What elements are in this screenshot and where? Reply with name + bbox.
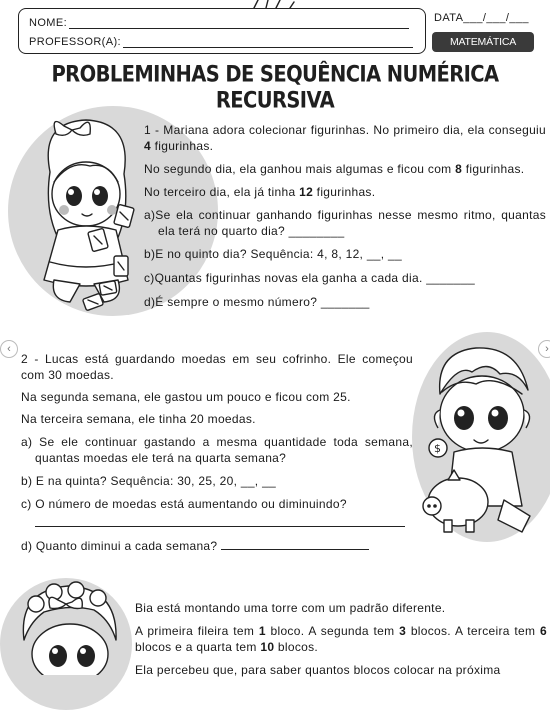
q2-week3: Na terceira semana, ele tinha 20 moedas. (21, 412, 256, 426)
q2-item-b[interactable]: b) E na quinta? Sequência: 30, 25, 20, __, __ (21, 474, 277, 488)
previous-arrow-icon[interactable]: ‹ (0, 340, 18, 358)
q1-item-b[interactable]: b)E no quinto dia? Sequência: 4, 8, 12, __, __ (144, 247, 402, 261)
q1-intro: 1 - Mariana adora colecionar figurinhas. No primeiro dia, ela conseguiu 4 figurinhas. (144, 123, 546, 153)
q1-day2: No segundo dia, ela ganhou mais algumas e ficou com 8 figurinhas. (144, 162, 525, 176)
q2-item-a[interactable]: a) Se ele continuar gastando a mesma quantidade toda semana, quantas moedas ele terá na quarta semana? (21, 435, 413, 465)
q3-continued-text: Ela percebeu que, para saber quantos blocos colocar na próxima (135, 663, 501, 677)
q3-rows: A primeira fileira tem 1 bloco. A segunda tem 3 blocos. A terceira tem 6 blocos e a quarta tem 10 blocos. (135, 624, 547, 654)
student-info-box (18, 8, 426, 54)
girl-with-curly-hair-illustration (14, 580, 124, 675)
teacher-line[interactable] (29, 36, 413, 48)
q1-item-c[interactable]: c)Quantas figurinhas novas ela ganha a cada dia. _______ (144, 271, 476, 285)
q2-item-c[interactable]: c) O número de moedas está aumentando ou diminuindo? (21, 497, 347, 511)
q2-week2: Na segunda semana, ele gastou um pouco e ficou com 25. (21, 390, 351, 404)
q2-answer-line-c[interactable] (21, 515, 413, 531)
q1-item-a[interactable]: a)Se ela continuar ganhando figurinhas nesse mesmo ritmo, quantas ela terá no quarto dia? ________ (144, 208, 546, 238)
q3-intro: Bia está montando uma torre com um padrão diferente. (135, 601, 446, 615)
q2-item-d[interactable]: d) Quanto diminui a cada semana? (21, 538, 413, 554)
question-3 (135, 600, 547, 678)
teacher-label: PROFESSOR(A): (29, 36, 121, 48)
next-arrow-icon[interactable]: › (538, 340, 550, 358)
date-field[interactable]: DATA___/___/___ (434, 12, 529, 24)
q2-intro: 2 - Lucas está guardando moedas em seu cofrinho. Ele começou com 30 moedas. (21, 352, 413, 382)
boy-with-piggy-bank-illustration (418, 340, 548, 540)
q1-day3: No terceiro dia, ela já tinha 12 figurinhas. (144, 185, 376, 199)
name-line[interactable] (29, 17, 409, 29)
page-title: PROBLEMINHAS DE SEQUÊNCIA NUMÉRICA RECURSIVA (51, 60, 499, 114)
sticker-cards-icon (78, 252, 140, 314)
subject-badge: MATEMÁTICA (432, 32, 534, 52)
question-1 (144, 122, 546, 310)
q1-item-d[interactable]: d)É sempre o mesmo número? _______ (144, 295, 370, 309)
question-2 (21, 351, 413, 554)
name-label: NOME: (29, 17, 68, 29)
svg-text:$: $ (434, 442, 441, 455)
